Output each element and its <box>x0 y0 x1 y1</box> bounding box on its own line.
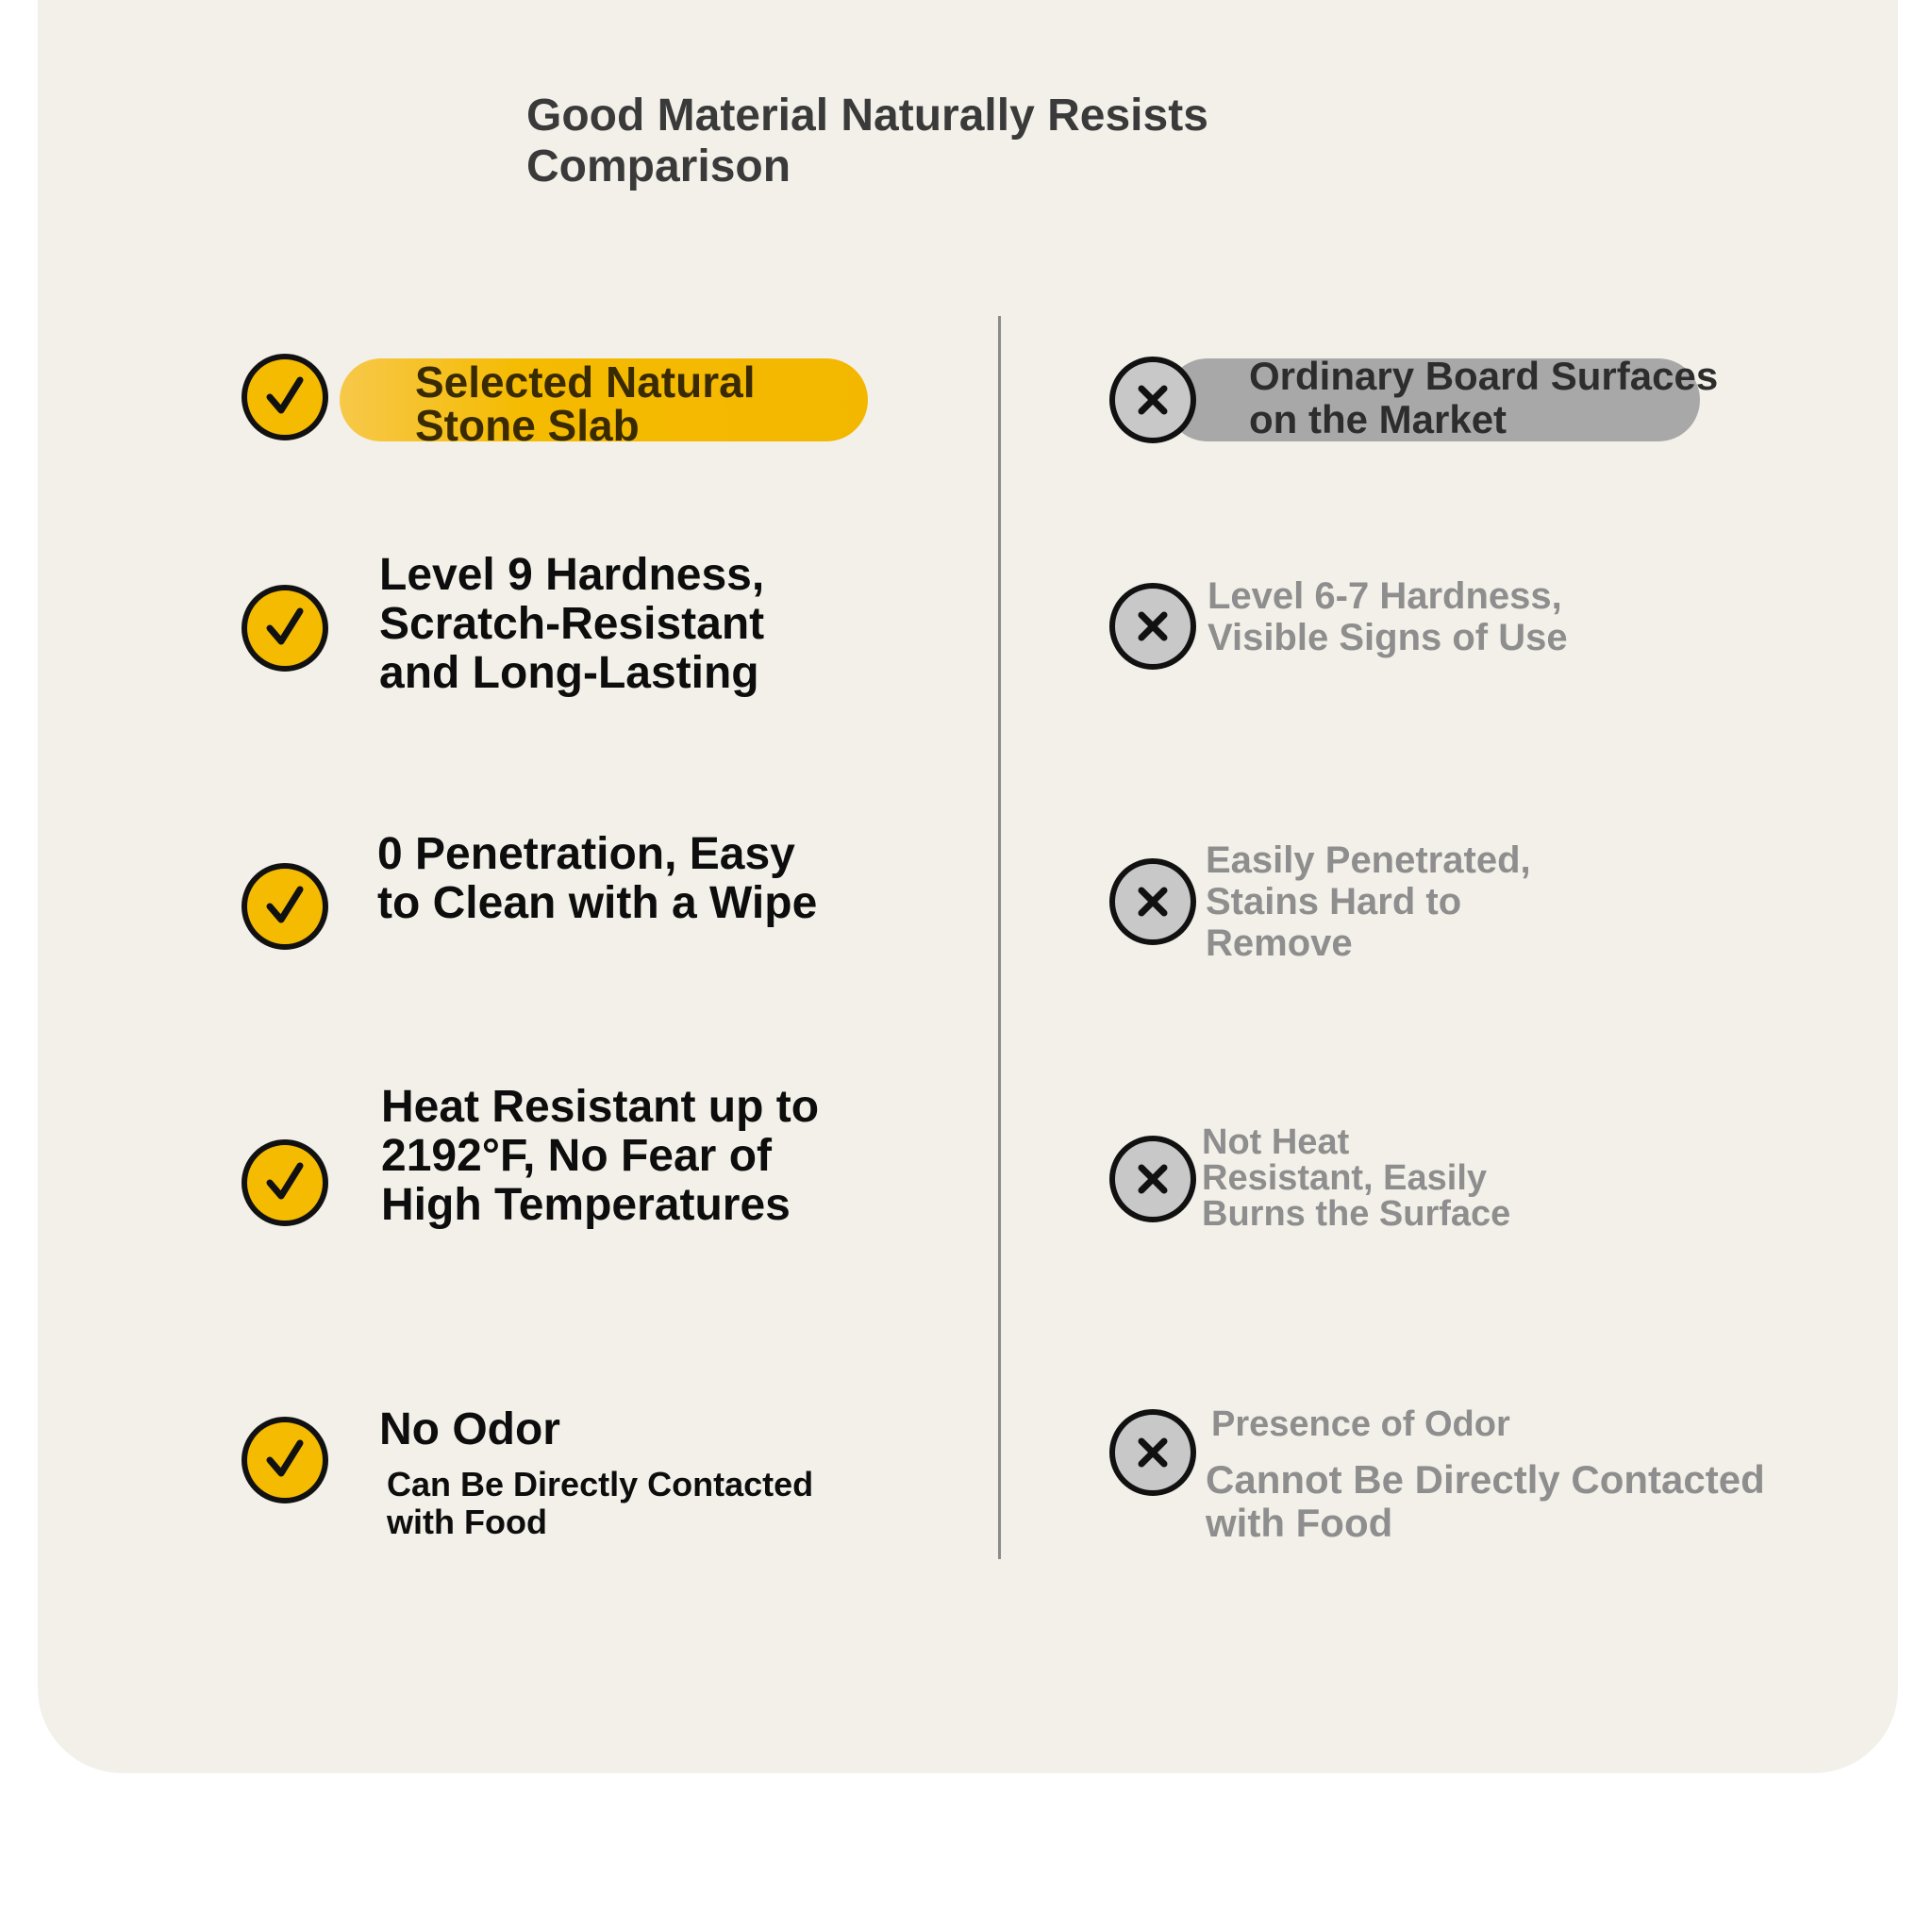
ordinary-board-header: Ordinary Board Surfaces on the Market <box>1249 354 1719 441</box>
comparison-card <box>38 0 1898 1773</box>
x-mark-icon <box>1109 858 1196 945</box>
good-item-text: Level 9 Hardness, Scratch-Resistant and Long-Lasting <box>379 550 765 698</box>
bad-item-text: Level 6-7 Hardness, Visible Signs of Use <box>1208 575 1568 658</box>
good-item-penetration <box>377 830 821 928</box>
bad-item-penetration <box>1206 839 1583 964</box>
good-item-text: Heat Resistant up to 2192°F, No Fear of High Temperatures <box>381 1082 820 1230</box>
checkmark-icon <box>242 863 328 950</box>
x-mark-icon <box>1109 1409 1196 1496</box>
bad-item-text: Not Heat Resistant, Easily Burns the Surface <box>1202 1122 1511 1234</box>
x-mark-icon <box>1109 1136 1196 1222</box>
good-item-heat <box>381 1083 824 1230</box>
good-item-text: 0 Penetration, Easy to Clean with a Wipe <box>377 829 818 928</box>
checkmark-icon <box>242 1139 328 1226</box>
good-item-subtext: Can Be Directly Contacted with Food <box>387 1465 814 1541</box>
checkmark-icon <box>242 1417 328 1503</box>
bad-item-heat <box>1202 1124 1513 1232</box>
bad-item-hardness <box>1208 575 1585 658</box>
selected-stone-header: Selected Natural Stone Slab <box>415 357 756 450</box>
column-divider <box>998 316 1001 1559</box>
bad-item-text: Easily Penetrated, Stains Hard to Remove <box>1206 839 1531 964</box>
checkmark-icon <box>242 354 328 440</box>
good-item-hardness <box>379 551 823 698</box>
bad-item-subtext: Cannot Be Directly Contacted with Food <box>1206 1457 1765 1545</box>
bad-item-odor <box>1206 1403 1796 1545</box>
bad-item-text: Presence of Odor <box>1211 1404 1510 1444</box>
checkmark-icon <box>242 585 328 672</box>
good-item-odor <box>379 1405 823 1541</box>
good-item-text: No Odor <box>379 1404 560 1454</box>
x-mark-icon <box>1109 357 1196 443</box>
x-mark-icon <box>1109 583 1196 670</box>
page-title: Good Material Naturally Resists Comparison <box>526 91 1208 191</box>
